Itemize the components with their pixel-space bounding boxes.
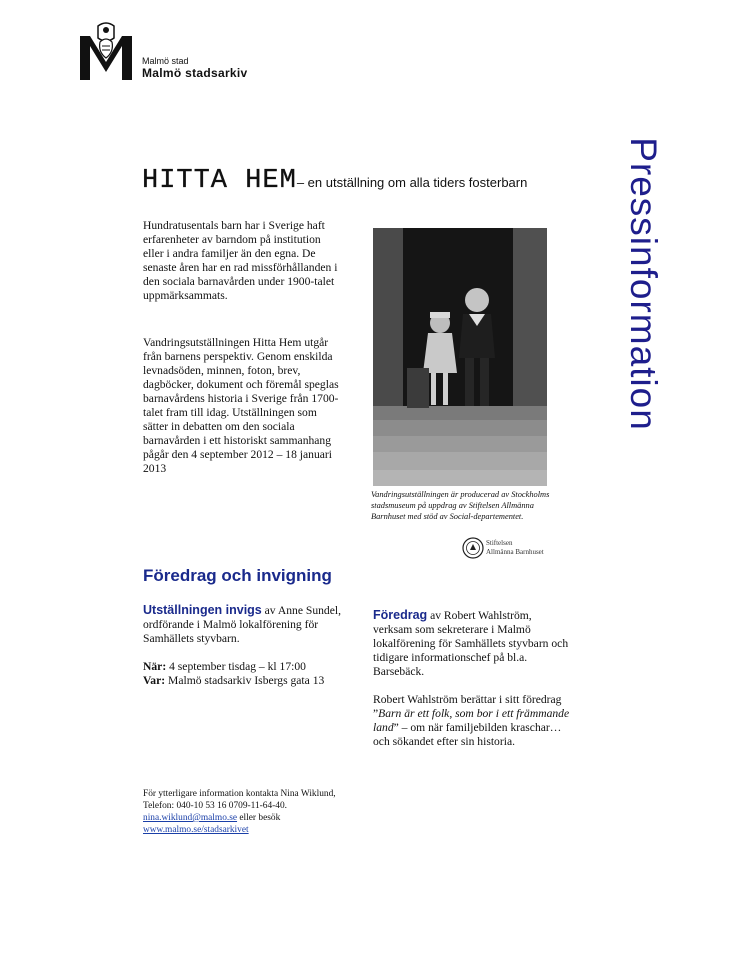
lecture-title: Barn är ett folk, som bor i ett främmande land bbox=[373, 707, 570, 734]
foundation-name bbox=[486, 539, 544, 556]
lecture-text: av Robert Wahlström, verksam som sekreterare i Malmö lokalförening för Samhällets styvbarn och tidigare informationschef på bl.a. Barsebäck. bbox=[373, 609, 569, 678]
press-info-text: Pressinformation bbox=[623, 137, 664, 431]
inauguration-lead: Utställningen invigs bbox=[143, 603, 262, 617]
intro-paragraph-2: Vandringsutställningen Hitta Hem utgår från barnens perspektiv. Genom enskilda levnadsöden, minnen, foton, brev, dagböcker, dokument och föremål speglas barnavårdens historia i Sverige från 1700-talet fram till idag. Utställningen som sätter in debatten om den sociala barnavården i ett historiskt sammanhang pågår den 4 september 2012 – 18 januari 2013 bbox=[143, 336, 339, 475]
lecture-paragraph-2 bbox=[373, 693, 573, 749]
when-label: När: bbox=[143, 660, 167, 673]
org-name: Malmö stadsarkiv bbox=[142, 66, 248, 80]
title-main: HITTA HEM bbox=[142, 166, 297, 196]
malmo-crest-icon bbox=[80, 22, 132, 80]
org-small-label: Malmö stad bbox=[142, 56, 189, 66]
exhibition-photo bbox=[373, 228, 547, 486]
title-subtitle: – en utställning om alla tiders fosterbarn bbox=[296, 175, 528, 190]
contact-url-link[interactable]: www.malmo.se/stadsarkivet bbox=[143, 825, 249, 835]
contact-text-2: eller besök bbox=[237, 813, 281, 823]
foundation-line-1: Stiftelsen bbox=[486, 539, 513, 547]
foundation-seal-icon bbox=[462, 537, 484, 564]
photo-caption: Vandringsutställningen är producerad av Stockholms stadsmuseum på uppdrag av Stiftelsen Allmänna Barnhuset med stöd av Social-departementet. bbox=[371, 490, 550, 521]
intro-paragraph-1: Hundratusentals barn har i Sverige haft erfarenheter av barndom på institution eller i andra familjer än den egna. De senaste åren har en rad missförhållanden i den sociala barnavården under 1900-talet uppmärksammats. bbox=[143, 219, 338, 302]
inauguration-paragraph bbox=[143, 603, 343, 646]
where-value: Malmö stadsarkiv Isbergs gata 13 bbox=[165, 674, 325, 687]
contact-text-1: För ytterligare information kontakta Nina Wiklund, Telefon: 040-10 53 16 0709-11-64-40. bbox=[143, 789, 336, 811]
lecture-p2-end: ” – om när familjebilden kraschar… och sökandet efter sin historia. bbox=[373, 721, 562, 748]
lecture-block bbox=[373, 608, 573, 749]
lecture-p2-start: Robert Wahlström berättar i sitt föredrag ” bbox=[373, 693, 562, 720]
where-label: Var: bbox=[143, 674, 166, 687]
inauguration-text: av Anne Sundel, ordförande i Malmö lokalförening för Samhällets styvbarn. bbox=[143, 604, 341, 645]
when-line bbox=[143, 660, 343, 674]
foundation-line-2: Allmänna Barnhuset bbox=[486, 547, 544, 556]
lecture-lead: Föredrag bbox=[373, 608, 428, 622]
contact-info bbox=[143, 788, 343, 836]
when-value: 4 september tisdag – kl 17:00 bbox=[166, 660, 306, 673]
section-heading: Föredrag och invigning bbox=[143, 566, 332, 585]
press-info-label bbox=[603, 94, 683, 474]
inauguration-block bbox=[143, 603, 343, 688]
page-title bbox=[142, 166, 527, 196]
where-line bbox=[143, 674, 343, 688]
contact-email-link[interactable]: nina.wiklund@malmo.se bbox=[143, 813, 238, 823]
lecture-paragraph bbox=[373, 608, 573, 679]
